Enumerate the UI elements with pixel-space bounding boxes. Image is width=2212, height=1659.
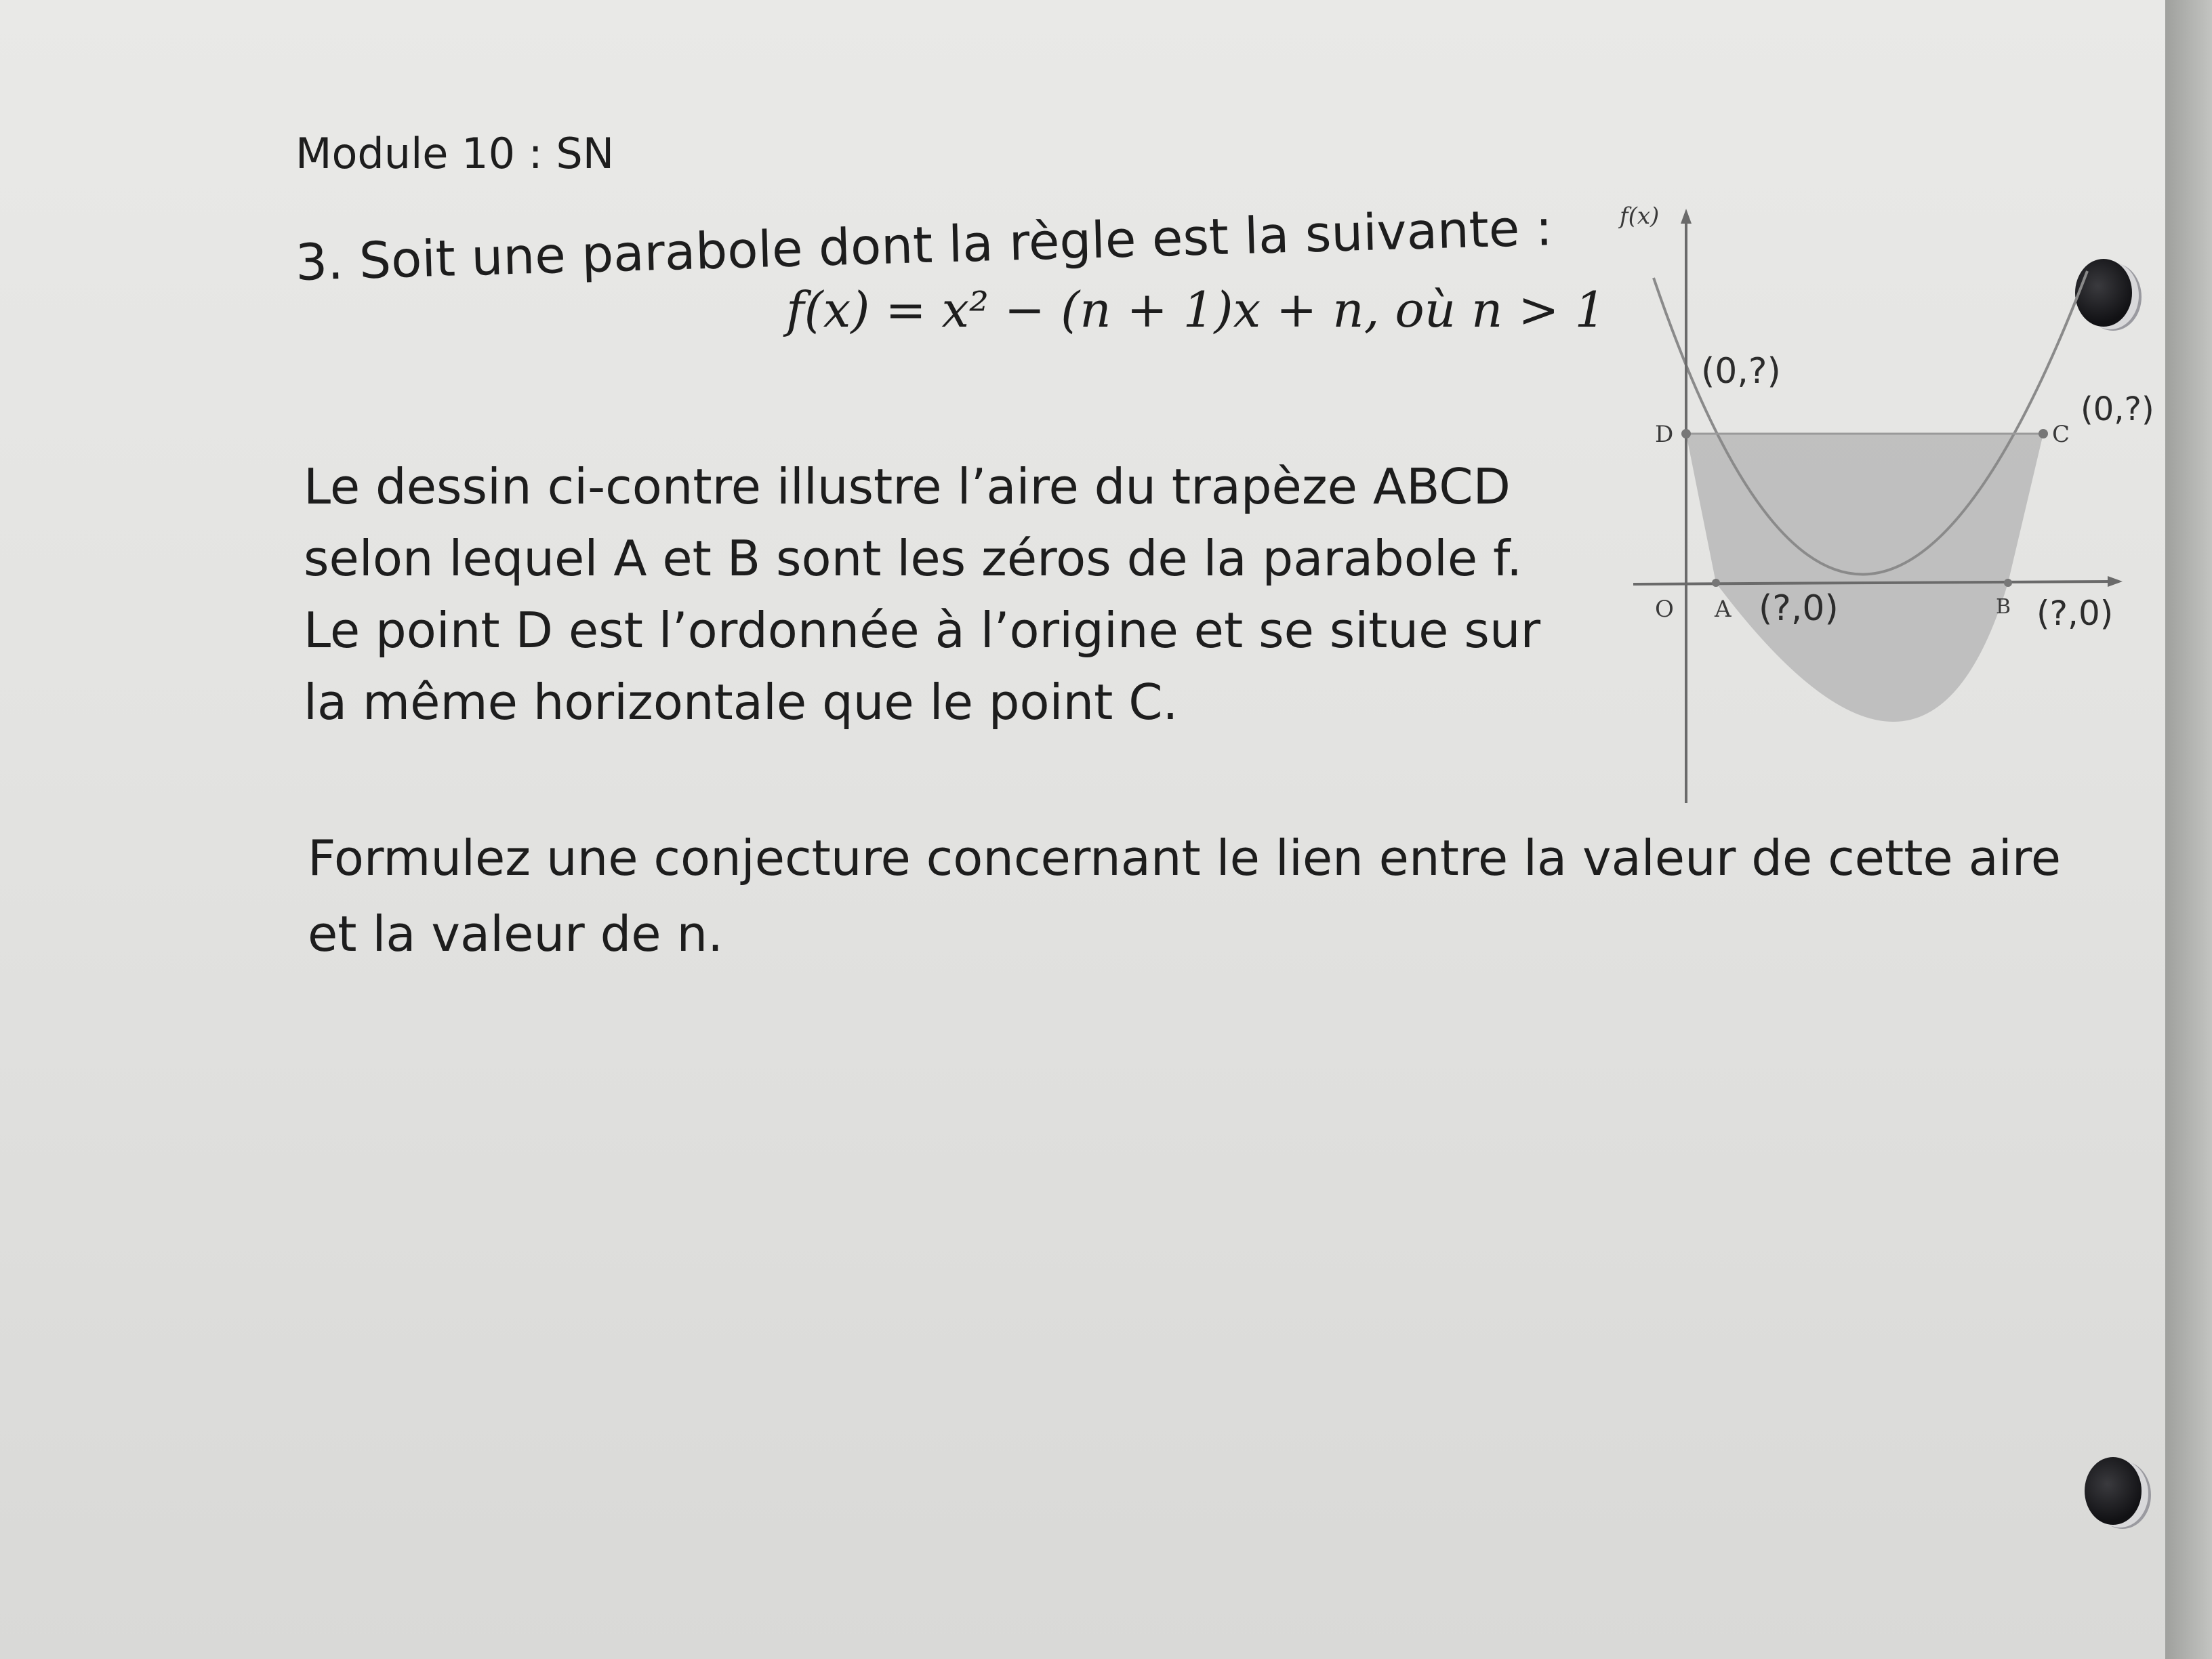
question-intro: 3. Soit une parabole dont la règle est la suivante : (294, 199, 1553, 292)
point-a-marker (1712, 579, 1720, 587)
punch-hole-bottom (2085, 1457, 2142, 1525)
point-c-marker (2039, 429, 2048, 438)
paragraph-line: Le point D est l’ordonnée à l’origine et se situe sur (304, 602, 1541, 659)
conjecture-line: et la valeur de n. (308, 905, 723, 962)
module-title: Module 10 : SN (295, 129, 615, 178)
point-d-marker (1681, 429, 1691, 438)
paragraph-line: Le dessin ci-contre illustre l’aire du trapèze ABCD (304, 458, 1511, 515)
point-b-label: B (1996, 595, 2011, 619)
y-axis-label: f(x) (1620, 203, 1660, 230)
point-d-note: (0,?) (1701, 351, 1781, 392)
paper-edge-shadow (2165, 0, 2212, 1659)
x-axis (1633, 581, 2114, 584)
conjecture-prompt (308, 820, 2137, 972)
x-axis-arrow (2108, 576, 2123, 587)
point-a-label: A (1715, 596, 1732, 623)
point-a-note: (?,0) (1759, 588, 1839, 629)
description-paragraph (304, 451, 1591, 738)
paragraph-line: selon lequel A et B sont les zéros de la parabole f. (304, 530, 1522, 587)
y-axis-arrow (1681, 209, 1692, 224)
point-d-label: D (1655, 421, 1674, 448)
conjecture-line: Formulez une conjecture concernant le lien entre la valeur de cette aire (308, 830, 2062, 886)
parabola-formula: f(x) = x² − (n + 1)x + n, où n > 1 (786, 281, 1606, 338)
point-c-label: C (2052, 421, 2070, 448)
point-b-marker (2004, 579, 2012, 587)
origin-label: O (1655, 596, 1674, 623)
point-b-note: (?,0) (2036, 594, 2114, 633)
parabola-graph (1613, 197, 2169, 806)
point-c-note: (0,?) (2081, 390, 2154, 428)
paragraph-line: la même horizontale que le point C. (304, 674, 1179, 731)
